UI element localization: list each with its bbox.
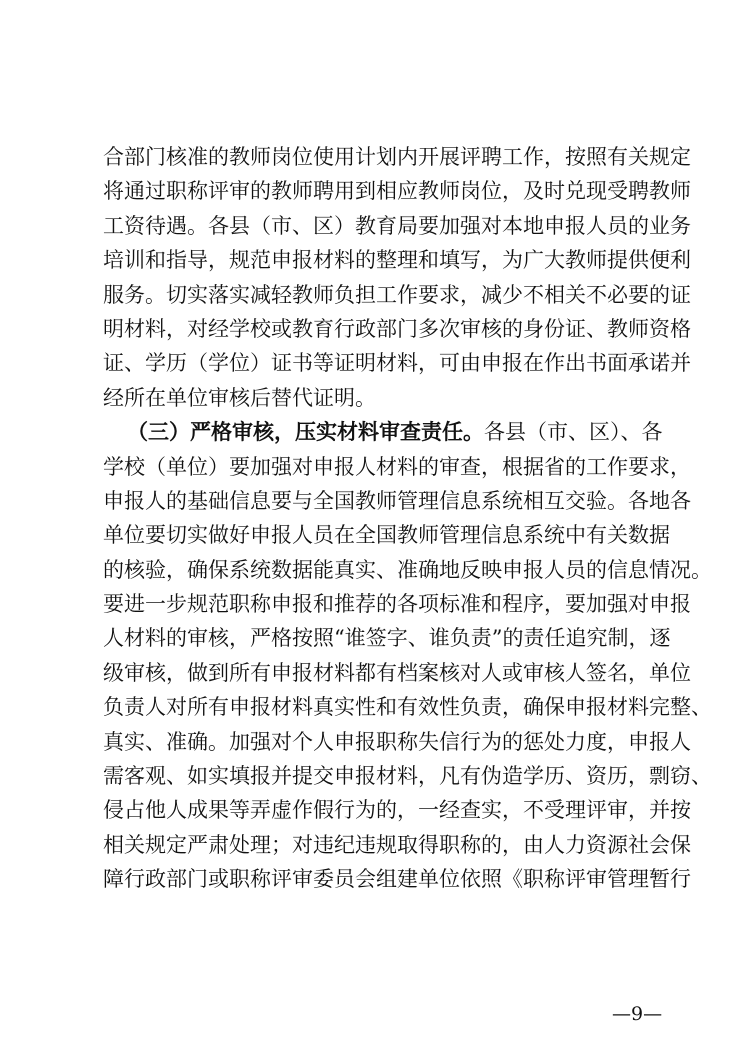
text-line: 合部门核准的教师岗位使用计划内开展评聘工作，按照有关规定 xyxy=(103,145,691,169)
text-line: 单位要切实做好申报人员在全国教师管理信息系统中有关数据 xyxy=(103,523,670,548)
page-number: —9— xyxy=(612,1003,663,1025)
text-line: 明材料，对经学校或教育行政部门多次审核的身份证、教师资格 xyxy=(103,316,691,341)
text-line: 将通过职称评审的教师聘用到相应教师岗位，及时兑现受聘教师 xyxy=(103,179,691,204)
text-line: 障行政部门或职称评审委员会组建单位依照《职称评审管理暂行 xyxy=(103,867,691,892)
text-line: 经所在单位审核后替代证明。 xyxy=(103,385,376,410)
section-heading: （三）严格审核，压实材料审查责任。 xyxy=(127,420,484,445)
text-line: 的核验，确保系统数据能真实、准确地反映申报人员的信息情况。 xyxy=(103,557,712,582)
text-line: 侵占他人成果等弄虚作假行为的，一经查实，不受理评审，并按 xyxy=(103,798,691,823)
text-line: 工资待遇。各县（市、区）教育局要加强对本地申报人员的业务 xyxy=(103,213,691,238)
text-line: 服务。切实落实减轻教师负担工作要求，减少不相关不必要的证 xyxy=(103,282,691,307)
text-line: 级审核，做到所有申报材料都有档案核对人或审核人签名，单位 xyxy=(103,660,691,685)
text-line: 培训和指导，规范申报材料的整理和填写，为广大教师提供便利 xyxy=(103,248,691,273)
text-line: 真实、准确。加强对个人申报职称失信行为的惩处力度，申报人 xyxy=(103,729,691,754)
text-line: 负责人对所有申报材料真实性和有效性负责，确保申报材料完整、 xyxy=(103,695,712,720)
section-first-line xyxy=(103,415,663,449)
text-line: 申报人的基础信息要与全国教师管理信息系统相互交验。各地各 xyxy=(103,488,691,513)
text-line: 要进一步规范职称申报和推荐的各项标准和程序，要加强对申报 xyxy=(103,592,691,617)
section-heading-rest: 各县（市、区）、各 xyxy=(484,420,663,445)
text-line: 需客观、如实填报并提交申报材料，凡有伪造学历、资历，剽窃、 xyxy=(103,764,712,789)
text-line: 人材料的审核，严格按照“谁签字、谁负责”的责任追究制，逐 xyxy=(103,626,671,651)
text-line: 证、学历（学位）证书等证明材料，可由申报在作出书面承诺并 xyxy=(103,351,691,376)
text-line: 学校（单位）要加强对申报人材料的审查，根据省的工作要求， xyxy=(103,454,691,479)
text-line: 相关规定严肃处理；对违纪违规取得职称的，由人力资源社会保 xyxy=(103,832,691,857)
document-body xyxy=(103,140,712,897)
